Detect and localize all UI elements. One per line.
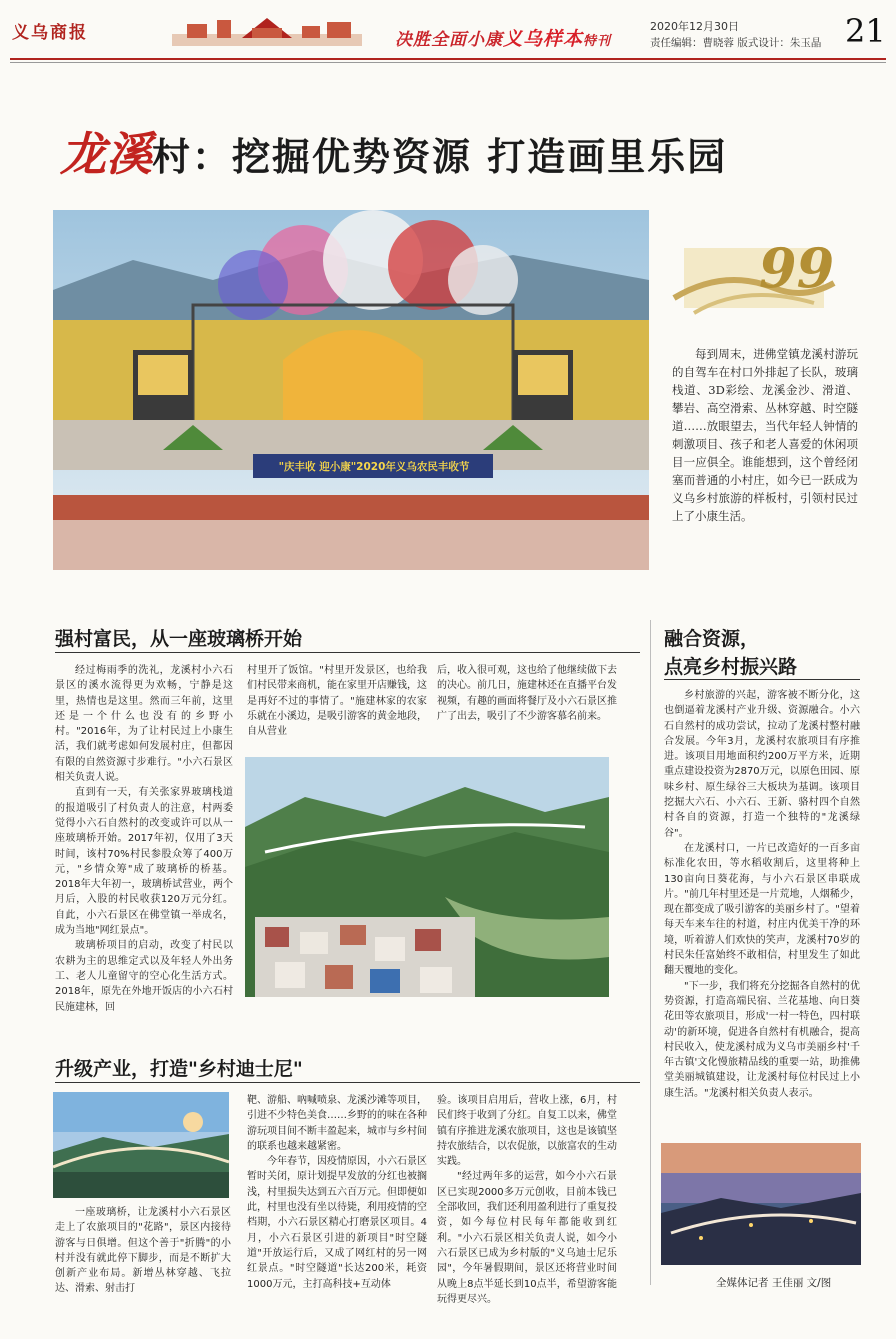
section2-col2-para-2: 今年春节，因疫情原因，小六石景区暂时关闭，原计划提早发放的分红也被搁浅，村里损失达到五六百万元。但即便如此，村里也没有坐以待毙，利用疫情的空档期，小六石景区精心打磨景区项目。4月，小六石景区引进的新项目"时空隧道"开放运行后，又成了网红村的另一网红景点。"时空隧道"长达200米，耗资1000万元，主打高科技+互动体 (247, 1156, 427, 1290)
section3-para-3: "下一步，我们将充分挖掘各自然村的优势资源，打造高端民宿、兰花基地、向日葵花田等农旅项目，形成'一村一特色，四村联动'的新环境，促进各自然村有机融合，提高村民收入，使龙溪村成为义乌市美丽乡村'千年古镇'文化慢旅精品线的重要一站，助推佛堂美丽城镇建设，让龙溪村每位村民过上小康生活。"龙溪村相关负责人表示。 (664, 980, 860, 1099)
section3-title-line-1: 融合资源， (664, 628, 760, 650)
section3-rule (664, 679, 860, 680)
section2-rule (55, 1082, 640, 1083)
headline-rest: 村：挖掘优势资源 打造画里乐园 (152, 135, 728, 179)
section3-title-line-2: 点亮乡村振兴路 (664, 656, 798, 678)
author-byline: 全媒体记者 王佳丽 文/图 (716, 1277, 832, 1289)
skyline-illustration (172, 14, 362, 46)
festival-stage-photo (53, 210, 649, 570)
section1-rule (55, 652, 640, 653)
section1-col1-para-3: 玻璃桥项目的启动，改变了村民以农耕为主的思维定式以及年轻人外出务工、老人儿童留守的空心化生活方式。2018年，原先在外地开饭店的小六石村民施建林，回 (55, 940, 233, 1013)
section2-col3-para-1: 验。该项目启用后，营收上涨，6月，村民们终于收到了分红。自复工以来，佛堂镇有序推进龙溪农旅项目，这也是该镇坚持农旅结合，以农促旅，以旅富农的生动实践。 (437, 1095, 617, 1168)
header-divider-thin (10, 62, 886, 63)
section2-caption: 一座玻璃桥，让龙溪村小六石景区走上了农旅项目的"花路"，景区内接待游客与日俱增。但这个善于"折腾"的小村并没有就此停下脚步，而是不断扩大创新产业布局。新增丛林穿越、飞拉达、滑索、射击打 (55, 1207, 231, 1295)
section1-column-3 (437, 663, 617, 724)
section1-col1-para-1: 经过梅雨季的洗礼，龙溪村小六石景区的溪水流得更为欢畅，宁静是这里，热情也是这里。然而三年前，这里还是一个什么也没有的乡野小村。"2016年，为了让村民过上小康生活，我们就考虑如何发展村庄，但都因有限的自然资源寸步难行。"小六石景区相关负责人说。 (55, 665, 233, 784)
section2-col2-para-1: 靶、游船、吶喊喷泉、龙溪沙滩等项目，引进不少特色美食……乡野的的味在各种游玩项目间不断丰盈起来，城市与乡村间的联系也越来越紧密。 (247, 1095, 427, 1152)
editor-credits: 责任编辑：曹晓蓉 版式设计：朱玉晶 (650, 37, 822, 49)
section2-col3-para-2: "经过两年多的运营，如今小六石景区已实现2000多万元创收，目前本钱已全部收回，我们还利用盈利进行了重复投资，如今每位村民每年都能收到红利。"小六石景区相关负责人说，如今小六石景区已成为乡村版的"义乌迪士尼乐园"，今年暑假期间，景区还将营业时间从晚上8点半延长到10点半，希望游客能玩得更尽兴。 (437, 1171, 617, 1305)
festival-banner-text: "庆丰收 迎小康"2020年义乌农民丰收节 (278, 461, 470, 473)
issue-date: 2020年12月30日 (650, 20, 739, 33)
intro-paragraph: 每到周末，进佛堂镇龙溪村游玩的自驾车在村口外排起了长队，玻璃栈道、3D彩绘、龙溪金沙、滑道、攀岩、高空滑索、丛林穿越、时空隧道……放眼望去，当代年轻人钟情的刺激项目、孩子和老人喜爱的休闲项目一应俱全。谁能想到，这个曾经闭塞而普通的小村庄，如今已一跃成为义乌乡村旅游的样板村，引领村民过上了小康生活。 (672, 347, 858, 523)
headline-prefix: 龙溪 (60, 127, 152, 181)
section2-column-2 (247, 1093, 427, 1292)
column-divider (650, 620, 651, 1285)
badge-99-emblem (664, 228, 844, 328)
section1-col2-text: 村里开了饭馆。"村里开发景区，也给我们村民带来商机，能在家里开店赚钱，这是再好不过的事情了。"施建林家的农家乐就在小溪边，是吸引游客的黄金地段，自从营业 (247, 665, 427, 738)
section1-title: 强村富民，从一座玻璃桥开始 (55, 628, 303, 650)
section1-column-1 (55, 663, 233, 1015)
section2-title: 升级产业，打造"乡村迪士尼" (55, 1058, 303, 1080)
special-issue-tag: 决胜全面小康义乌样本特刊 (395, 28, 612, 50)
section3-para-1: 乡村旅游的兴起，游客被不断分化，这也倒逼着龙溪村产业升级、资源融合。小六石自然村的成功尝试，拉动了龙溪村整村融合发展。今年3月，龙溪村农旅项目有序推进。该项目用地面积约200万平方米，近期重点建设投资为2870万元，以原色田园、原味乡村、原生绿谷三大板块为基调。该项目挖掘大六石、小六石、王新、骆村四个自然村各自的资源，打造一个独特的"龙溪绿谷"。 (664, 690, 860, 839)
masthead: 义乌商报 (12, 23, 88, 43)
village-aerial-photo (245, 757, 609, 997)
section1-column-2 (247, 663, 427, 739)
section3-para-2: 在龙溪村口，一片已改造好的一百多亩标准化农田，等水稻收割后，这里将种上130亩向日葵花海，与小六石景区串联成片。"前几年村里还是一片荒地，人烟稀少，现在都变成了吸引游客的美丽乡村了。"望着每天车来车往的村道，村庄内优美干净的环境，听着游人们欢快的笑声，龙溪村70岁的村民朱任富始终不敢相信，村里发生了如此翻天覆地的变化。 (664, 842, 860, 977)
section3-column (664, 688, 860, 1101)
section1-col3-text: 后，收入很可观，这也给了他继续做下去的决心。前几日，施建林还在直播平台发视频，有趣的画面将餐厅及小六石景区推广了出去，吸引了不少游客慕名前来。 (437, 665, 617, 722)
glass-bridge-sunset-photo (53, 1092, 229, 1198)
page-number: 21 (845, 12, 886, 50)
page-headline (60, 118, 727, 188)
section1-col1-para-2: 直到有一天，有关张家界玻璃栈道的报道吸引了村负责人的注意，村两委觉得小六石自然村的改变或许可以从一座玻璃桥开始。2017年初，仅用了3天时间，该村70%村民参股众筹了400万元，"乡情众筹"成了玻璃桥的桥基。2018年大年初一，玻璃桥试营业，两个月后，入股的村民收获120万元分红。自此，小六石景区在佛堂镇一举成名，成为当地"网红景点"。 (55, 787, 233, 937)
badge-number: 99 (759, 236, 835, 300)
header-divider (10, 58, 886, 60)
night-glass-bridge-photo (661, 1143, 861, 1265)
section2-column-3 (437, 1093, 617, 1307)
